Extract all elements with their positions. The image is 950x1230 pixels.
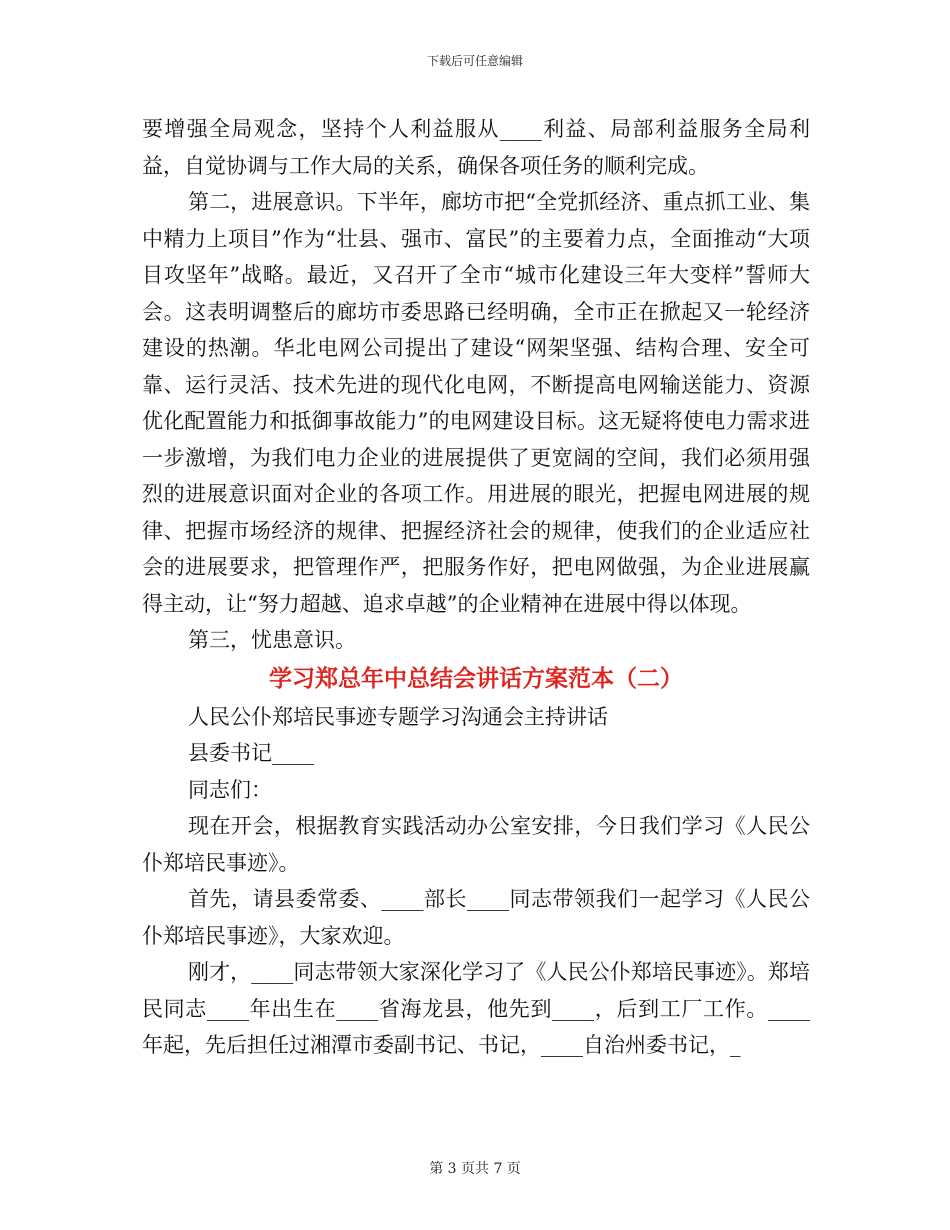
paragraph-biography: 刚才，____同志带领大家深化学习了《人民公仆郑培民事迹》。郑培民同志____年出生在____省海龙县，他先到____，后到工厂工作。____年起，先后担任过湘潭市委副书记、书记，____自治州委书记，_ bbox=[142, 960, 810, 1057]
section-title: 学习郑总年中总结会讲话方案范本（二） bbox=[269, 665, 683, 692]
page-header-note: 下载后可任意编辑 bbox=[426, 54, 523, 68]
paragraph-crisis-awareness: 第三，忧患意识。 bbox=[188, 628, 356, 652]
page-number: 第 3 页共 7 页 bbox=[429, 1161, 521, 1177]
document-body bbox=[142, 111, 810, 1064]
paragraph-opening: 现在开会，根据教育实践活动办公室安排，今日我们学习《人民公仆郑培民事迹》。 bbox=[142, 814, 810, 875]
paragraph-continuation: 要增强全局观念，坚持个人利益服从____利益、局部利益服务全局利益，自觉协调与工作大局的关系，确保各项任务的顺利完成。 bbox=[142, 117, 810, 178]
paragraph-speaker: 县委书记____ bbox=[188, 741, 314, 765]
paragraph-development-awareness: 第二，进展意识。下半年，廊坊市把“全党抓经济、重点抓工业、集中精力上项目”作为“壮县、强市、富民”的主要着力点，全面推动“大项目攻坚年”战略。最近，又召开了全市“城市化建设三年大变样”誓师大会。这表明调整后的廊坊市委思路已经明确，全市正在掀起又一轮经济建设的热潮。华北电网公司提出了建设“网架坚强、结构合理、安全可靠、运行灵活、技术先进的现代化电网，不断提高电网输送能力、资源优化配置能力和抵御事故能力”的电网建设目标。这无疑将使电力需求进一步激增，为我们电力企业的进展提供了更宽阔的空间，我们必须用强烈的进展意识面对企业的各项工作。用进展的眼光，把握电网进展的规律、把握市场经济的规律、把握经济社会的规律，使我们的企业适应社会的进展要求，把管理作严，把服务作好，把电网做强，为企业进展赢得主动，让“努力超越、追求卓越”的企业精神在进展中得以体现。 bbox=[142, 190, 810, 616]
paragraph-meeting-title: 人民公仆郑培民事迹专题学习沟通会主持讲话 bbox=[188, 704, 608, 729]
paragraph-greeting: 同志们： bbox=[188, 777, 272, 802]
paragraph-first: 首先，请县委常委、____部长____同志带领我们一起学习《人民公仆郑培民事迹》，大家欢迎。 bbox=[142, 887, 810, 948]
